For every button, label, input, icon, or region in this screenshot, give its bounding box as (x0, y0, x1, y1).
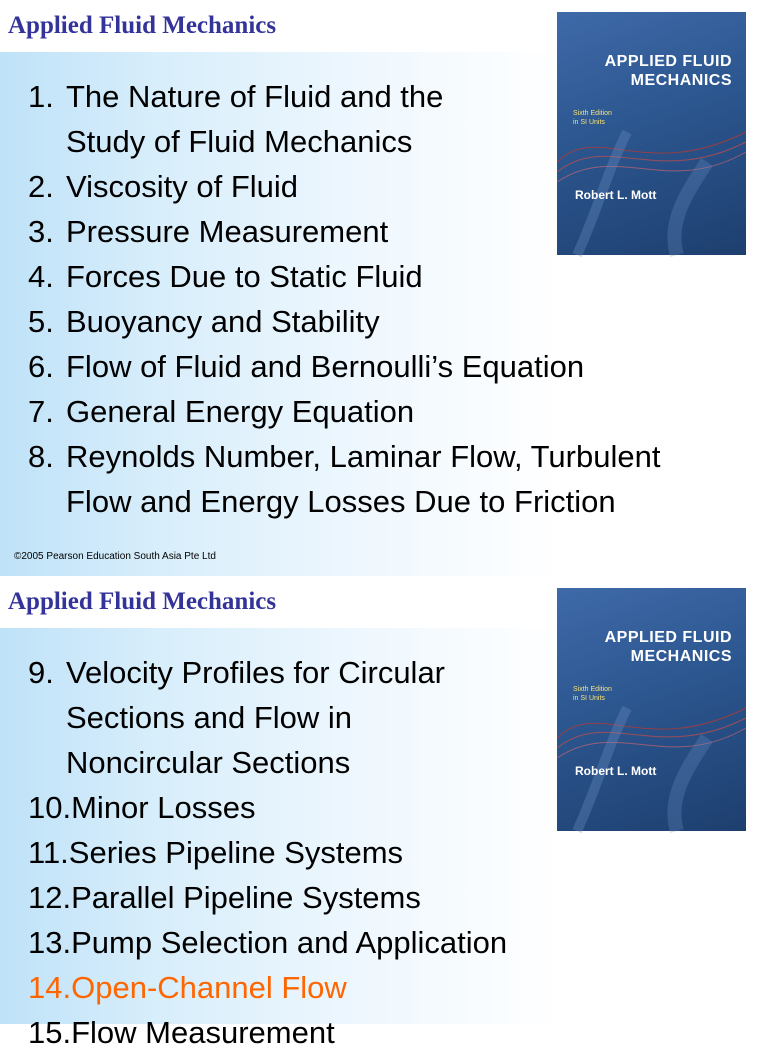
chapter-number: 12. (28, 880, 72, 915)
chapter-number: 14. (28, 970, 72, 1005)
cover-author: Robert L. Mott (575, 764, 657, 778)
chapter-list (28, 650, 507, 1055)
chapter-item (28, 695, 507, 740)
chapter-title: Viscosity of Fluid (66, 169, 299, 204)
chapter-title: Parallel Pipeline Systems (71, 880, 421, 915)
chapter-item (28, 299, 660, 344)
chapter-item (28, 434, 660, 479)
chapter-number: 9. (28, 655, 54, 690)
chapter-number (28, 740, 66, 785)
chapter-title: The Nature of Fluid and the (66, 79, 444, 114)
chapter-number (28, 119, 66, 164)
chapter-number: 15. (28, 1015, 72, 1050)
chapter-item (28, 164, 660, 209)
chapter-title: Study of Fluid Mechanics (66, 124, 413, 159)
cover-edition-line2: in SI Units (573, 695, 605, 702)
chapter-title: Series Pipeline Systems (68, 835, 404, 870)
chapter-item (28, 479, 660, 524)
chapter-number (28, 479, 66, 524)
chapter-item (28, 1010, 507, 1055)
chapter-item (28, 785, 507, 830)
chapter-number: 11. (28, 835, 69, 870)
cover-author: Robert L. Mott (575, 188, 657, 202)
chapter-item (28, 254, 660, 299)
chapter-number: 6. (28, 349, 54, 384)
cover-edition-line1: Sixth Edition (573, 110, 612, 117)
chapter-number: 5. (28, 304, 54, 339)
chapter-title: Minor Losses (71, 790, 256, 825)
chapter-number: 7. (28, 394, 54, 429)
cover-title-line2: MECHANICS (630, 72, 732, 89)
chapter-title: Flow of Fluid and Bernoulli’s Equation (66, 349, 585, 384)
slide-2 (0, 576, 768, 1050)
chapter-number: 1. (28, 79, 54, 114)
chapter-title: Noncircular Sections (66, 745, 351, 780)
chapter-item (28, 650, 507, 695)
slide-title: Applied Fluid Mechanics (8, 588, 277, 615)
chapter-item (28, 830, 507, 875)
chapter-title: Pressure Measurement (66, 214, 389, 249)
chapter-number: 4. (28, 259, 54, 294)
slide-title: Applied Fluid Mechanics (8, 12, 277, 39)
cover-edition-line1: Sixth Edition (573, 686, 612, 693)
chapter-title: Reynolds Number, Laminar Flow, Turbulent (66, 439, 661, 474)
chapter-title: Flow Measurement (71, 1015, 335, 1050)
chapter-title: Velocity Profiles for Circular (66, 655, 446, 690)
cover-title-line1: APPLIED FLUID (604, 629, 732, 646)
chapter-item (28, 389, 660, 434)
chapter-number (28, 695, 66, 740)
chapter-title: Forces Due to Static Fluid (66, 259, 423, 294)
chapter-item (28, 875, 507, 920)
copyright-notice: ©2005 Pearson Education South Asia Pte Ltd (14, 551, 216, 562)
cover-art (557, 588, 746, 831)
chapter-number: 3. (28, 214, 54, 249)
chapter-number: 2. (28, 169, 54, 204)
chapter-title: Pump Selection and Application (71, 925, 508, 960)
chapter-list (28, 74, 660, 524)
chapter-number: 8. (28, 439, 54, 474)
chapter-title: Buoyancy and Stability (66, 304, 380, 339)
cover-title-line2: MECHANICS (630, 648, 732, 665)
chapter-item (28, 344, 660, 389)
chapter-item (28, 740, 507, 785)
chapter-title: Sections and Flow in (66, 700, 353, 735)
chapter-title: Open-Channel Flow (71, 970, 347, 1005)
chapter-title: General Energy Equation (66, 394, 415, 429)
chapter-item (28, 965, 507, 1010)
cover-title-line1: APPLIED FLUID (604, 53, 732, 70)
cover-edition-line2: in SI Units (573, 119, 605, 126)
book-cover-image (557, 588, 746, 831)
chapter-item (28, 74, 660, 119)
chapter-item (28, 920, 507, 965)
chapter-title: Flow and Energy Losses Due to Friction (66, 484, 616, 519)
chapter-item (28, 119, 660, 164)
chapter-item (28, 209, 660, 254)
chapter-number: 10. (28, 790, 72, 825)
chapter-number: 13. (28, 925, 72, 960)
